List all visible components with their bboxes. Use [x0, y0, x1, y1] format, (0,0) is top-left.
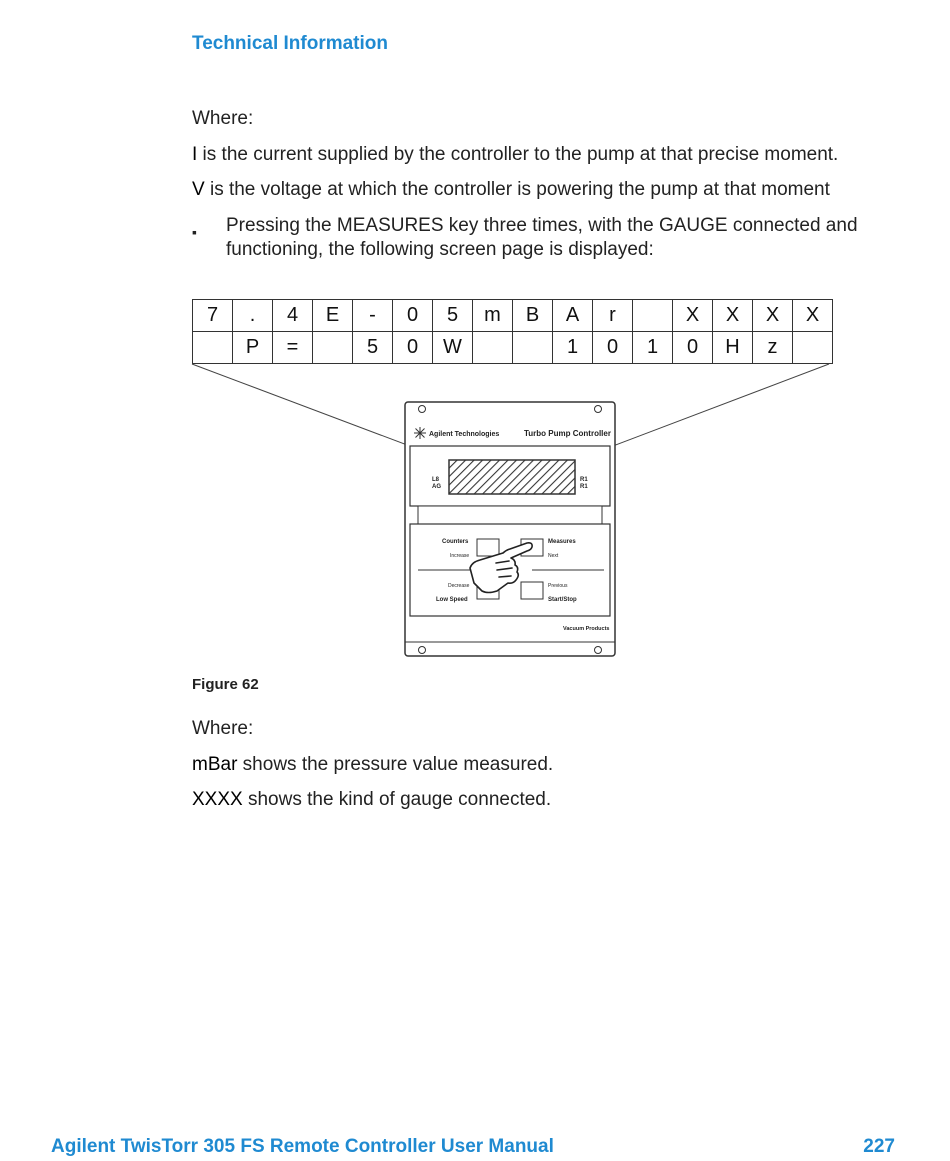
lcd-cell: H	[713, 332, 753, 364]
panel-title: Turbo Pump Controller	[524, 429, 611, 438]
start-stop-label: Start/Stop	[548, 597, 577, 603]
key-counters	[477, 539, 499, 556]
figure-caption: Figure 62	[192, 676, 259, 693]
bullet-paragraph: Pressing the MEASURES key three times, with the GAUGE connected and functioning, the following screen page is displayed:	[226, 215, 858, 260]
lcd-cell: =	[273, 332, 313, 364]
where-label-2: Where:	[192, 718, 254, 739]
xxxx-term: XXXX	[192, 789, 243, 810]
increase-label: Increase	[450, 553, 470, 559]
lcd-cell: -	[353, 300, 393, 332]
display-label-left-top: L8	[432, 477, 440, 483]
lcd-cell: 1	[553, 332, 593, 364]
lcd-cell: W	[433, 332, 473, 364]
lcd-cell: X	[793, 300, 833, 332]
mbar-term: mBar	[192, 754, 238, 775]
lcd-cell: 0	[393, 332, 433, 364]
footer-manual-title: Agilent TwisTorr 305 FS Remote Controller User Manual	[51, 1136, 554, 1157]
display-label-right-top: R1	[580, 477, 588, 483]
lcd-cell: 5	[433, 300, 473, 332]
lcd-cell: X	[713, 300, 753, 332]
lcd-cell: m	[473, 300, 513, 332]
lcd-cell: A	[553, 300, 593, 332]
lcd-cell: 0	[593, 332, 633, 364]
lcd-screen	[449, 460, 575, 494]
lcd-cell: X	[753, 300, 793, 332]
display-label-left-bottom: AG	[432, 484, 441, 490]
lcd-cell: E	[313, 300, 353, 332]
mbar-description: shows the pressure value measured.	[237, 754, 554, 775]
bullet-icon: ▪	[192, 224, 197, 240]
display-label-right-bottom: R1	[580, 484, 588, 490]
counters-label: Counters	[442, 539, 469, 545]
lcd-cell: z	[753, 332, 793, 364]
brand-label: Agilent Technologies	[429, 431, 500, 438]
lcd-cell: 0	[393, 300, 433, 332]
where-label-1: Where:	[192, 108, 254, 129]
lcd-cell: P	[233, 332, 273, 364]
lcd-cell: 7	[193, 300, 233, 332]
current-symbol: I	[192, 144, 198, 165]
next-label: Next	[548, 553, 559, 559]
lcd-cell: 0	[673, 332, 713, 364]
lcd-cell: r	[593, 300, 633, 332]
footer-page-number: 227	[863, 1136, 895, 1157]
low-speed-label: Low Speed	[436, 597, 468, 603]
decrease-label: Decrease	[448, 583, 470, 589]
voltage-symbol: V	[192, 179, 205, 200]
section-header: Technical Information	[192, 33, 389, 54]
mbar-definition	[192, 754, 553, 776]
vacuum-products-label: Vacuum Products	[563, 626, 610, 632]
xxxx-definition	[192, 789, 551, 811]
agilent-logo-icon	[414, 427, 426, 439]
lcd-cell: B	[513, 300, 553, 332]
lcd-cell: 1	[633, 332, 673, 364]
controller-panel	[405, 402, 615, 656]
lcd-cell: 4	[273, 300, 313, 332]
lcd-cell: 5	[353, 332, 393, 364]
voltage-description: is the voltage at which the controller is powering the pump at that moment	[204, 179, 830, 200]
current-description: is the current supplied by the controller to the pump at that precise moment.	[197, 144, 839, 165]
measures-label: Measures	[548, 539, 576, 545]
lcd-cell: .	[233, 300, 273, 332]
previous-label: Previous	[548, 583, 568, 589]
xxxx-description: shows the kind of gauge connected.	[242, 789, 552, 810]
lcd-cell: X	[673, 300, 713, 332]
key-start-stop	[521, 582, 543, 599]
